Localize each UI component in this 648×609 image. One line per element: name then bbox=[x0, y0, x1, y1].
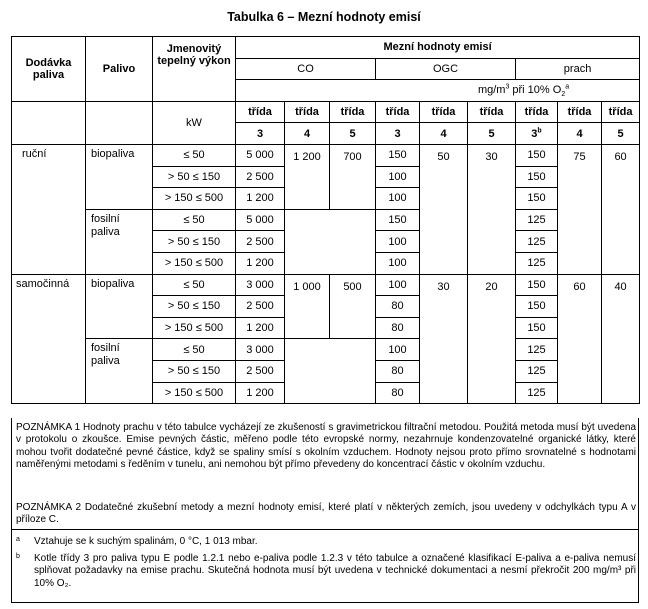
value-cell: 5 000 bbox=[236, 209, 285, 231]
header-ogc: OGC bbox=[376, 58, 516, 80]
value-cell: 100 bbox=[376, 166, 420, 188]
value-cell: 125 bbox=[516, 252, 558, 274]
value-cell: 3 000 bbox=[236, 339, 285, 361]
value-cell: 30 bbox=[468, 144, 516, 274]
note-2: POZNÁMKA 2 Dodatečné zkušební metody a mezní hodnoty emisí, které platí v některých zemích, jsou uvedeny v odchylkách typu A v příloze C. bbox=[16, 502, 636, 526]
value-cell: 2 500 bbox=[236, 296, 285, 318]
value-cell: 150 bbox=[376, 209, 420, 231]
range-cell: > 50 ≤ 150 bbox=[153, 231, 236, 253]
emission-limits-table bbox=[11, 36, 640, 404]
value-cell: 700 bbox=[330, 144, 376, 209]
value-cell: 150 bbox=[376, 144, 420, 166]
range-cell: > 150 ≤ 500 bbox=[153, 382, 236, 404]
header-unit: $mg/m^3$ při 10% $O_2^a$ bbox=[236, 80, 640, 102]
value-cell: 500 bbox=[330, 274, 376, 339]
class-ogc-4: 4 bbox=[420, 123, 468, 145]
fuel-fosilni: fosilní paliva bbox=[86, 209, 153, 274]
empty-cell bbox=[285, 339, 376, 404]
value-cell: 80 bbox=[376, 317, 420, 339]
class-co-4: 4 bbox=[285, 123, 330, 145]
class-ogc-3: 3 bbox=[376, 123, 420, 145]
value-cell: 3 000 bbox=[236, 274, 285, 296]
header-trida: třída bbox=[602, 101, 640, 123]
notes-box bbox=[11, 418, 639, 603]
value-cell: 2 500 bbox=[236, 231, 285, 253]
value-cell: 100 bbox=[376, 252, 420, 274]
value-cell: 80 bbox=[376, 360, 420, 382]
header-co: CO bbox=[236, 58, 376, 80]
value-cell: 125 bbox=[516, 382, 558, 404]
value-cell: 1 000 bbox=[285, 274, 330, 339]
table-title: Tabulka 6 – Mezní hodnoty emisí bbox=[227, 10, 421, 24]
footnote-b bbox=[16, 553, 636, 590]
header-trida: třída bbox=[468, 101, 516, 123]
footnote-a-mark: a bbox=[16, 536, 20, 543]
value-cell: 100 bbox=[376, 339, 420, 361]
value-cell: 5 000 bbox=[236, 144, 285, 166]
value-cell: 1 200 bbox=[285, 144, 330, 209]
range-cell: > 150 ≤ 500 bbox=[153, 317, 236, 339]
value-cell: 1 200 bbox=[236, 252, 285, 274]
class-prach-3: 3$^b$ bbox=[516, 123, 558, 145]
fuel-biopaliva: biopaliva bbox=[86, 144, 153, 209]
note-1: POZNÁMKA 1 Hodnoty prachu v této tabulce vycházejí ze zkušeností s gravimetrickou filtrační metodou. Použitá metoda musí být uvedena v protokolu o zkoušce. Emise pevných částic, měřeno podle této evropské normy, nezahrnuje kondenzovatelné organické látky, které mohou tvořit dodatečné pevné částice, když se spaliny smísí s okolním vzduchem. Hodnoty nejsou proto přímo srovnatelné s hodnotami naměřenými metodami s ředěním v tunelu, ani nemohou být přímo převedeny do koncentrací částic v okolním vzduchu. bbox=[16, 422, 636, 470]
header-trida: třída bbox=[420, 101, 468, 123]
range-cell: ≤ 50 bbox=[153, 209, 236, 231]
range-cell: ≤ 50 bbox=[153, 274, 236, 296]
class-co-5: 5 bbox=[330, 123, 376, 145]
footnote-a-text: Vztahuje se k suchým spalinám, 0 °C, 1 013 mbar. bbox=[34, 536, 258, 547]
value-cell: 60 bbox=[558, 274, 602, 404]
value-cell: 100 bbox=[376, 188, 420, 210]
header-mezni: Mezní hodnoty emisí bbox=[236, 37, 640, 59]
class-prach-4: 4 bbox=[558, 123, 602, 145]
value-cell: 1 200 bbox=[236, 188, 285, 210]
header-dodavka: Dodávka paliva bbox=[12, 37, 86, 102]
range-cell: > 50 ≤ 150 bbox=[153, 360, 236, 382]
class-co-3: 3 bbox=[236, 123, 285, 145]
notes-divider bbox=[12, 529, 638, 530]
value-cell: 150 bbox=[516, 274, 558, 296]
value-cell: 60 bbox=[602, 144, 640, 274]
header-trida: třída bbox=[330, 101, 376, 123]
value-cell: 80 bbox=[376, 296, 420, 318]
footnote-b-mark: b bbox=[16, 553, 20, 560]
footnote-b-text: Kotle třídy 3 pro paliva typu E podle 1.2.1 nebo e-paliva podle 1.2.3 v této tabulce a označené klasifikací E-paliva a e-paliva nemusí splňovat požadavky na emise prachu. Skutečná hodnota musí být uvedena v technické dokumentaci a nesmí překročit 200 mg/m³ při 10% O₂. bbox=[34, 553, 636, 589]
value-cell: 100 bbox=[376, 231, 420, 253]
header-palivo: Palivo bbox=[86, 37, 153, 102]
header-kw: kW bbox=[153, 101, 236, 144]
group-rucni: ruční bbox=[12, 144, 86, 274]
value-cell: 50 bbox=[420, 144, 468, 274]
value-cell: 125 bbox=[516, 339, 558, 361]
value-cell: 125 bbox=[516, 360, 558, 382]
value-cell: 150 bbox=[516, 317, 558, 339]
class-ogc-5: 5 bbox=[468, 123, 516, 145]
range-cell: > 50 ≤ 150 bbox=[153, 166, 236, 188]
header-vykon: Jmenovitý tepelný výkon bbox=[153, 37, 236, 102]
value-cell: 150 bbox=[516, 188, 558, 210]
empty-cell bbox=[86, 101, 153, 144]
value-cell: 40 bbox=[602, 274, 640, 404]
value-cell: 150 bbox=[516, 166, 558, 188]
header-trida: třída bbox=[236, 101, 285, 123]
value-cell: 1 200 bbox=[236, 382, 285, 404]
range-cell: > 50 ≤ 150 bbox=[153, 296, 236, 318]
header-trida: třída bbox=[376, 101, 420, 123]
value-cell: 75 bbox=[558, 144, 602, 274]
value-cell: 2 500 bbox=[236, 360, 285, 382]
value-cell: 20 bbox=[468, 274, 516, 404]
empty-cell bbox=[12, 101, 86, 144]
value-cell: 80 bbox=[376, 382, 420, 404]
empty-cell bbox=[285, 209, 376, 274]
range-cell: ≤ 50 bbox=[153, 339, 236, 361]
value-cell: 150 bbox=[516, 144, 558, 166]
fuel-biopaliva: biopaliva bbox=[86, 274, 153, 339]
header-trida: třída bbox=[285, 101, 330, 123]
value-cell: 30 bbox=[420, 274, 468, 404]
range-cell: ≤ 50 bbox=[153, 144, 236, 166]
value-cell: 150 bbox=[516, 296, 558, 318]
value-cell: 125 bbox=[516, 209, 558, 231]
value-cell: 2 500 bbox=[236, 166, 285, 188]
header-trida: třída bbox=[558, 101, 602, 123]
range-cell: > 150 ≤ 500 bbox=[153, 188, 236, 210]
value-cell: 1 200 bbox=[236, 317, 285, 339]
fuel-fosilni: fosilní paliva bbox=[86, 339, 153, 404]
value-cell: 125 bbox=[516, 231, 558, 253]
header-trida: třída bbox=[516, 101, 558, 123]
footnote-a bbox=[16, 536, 636, 548]
class-prach-5: 5 bbox=[602, 123, 640, 145]
range-cell: > 150 ≤ 500 bbox=[153, 252, 236, 274]
value-cell: 100 bbox=[376, 274, 420, 296]
group-samocinna: samočinná bbox=[12, 274, 86, 404]
header-prach: prach bbox=[516, 58, 640, 80]
